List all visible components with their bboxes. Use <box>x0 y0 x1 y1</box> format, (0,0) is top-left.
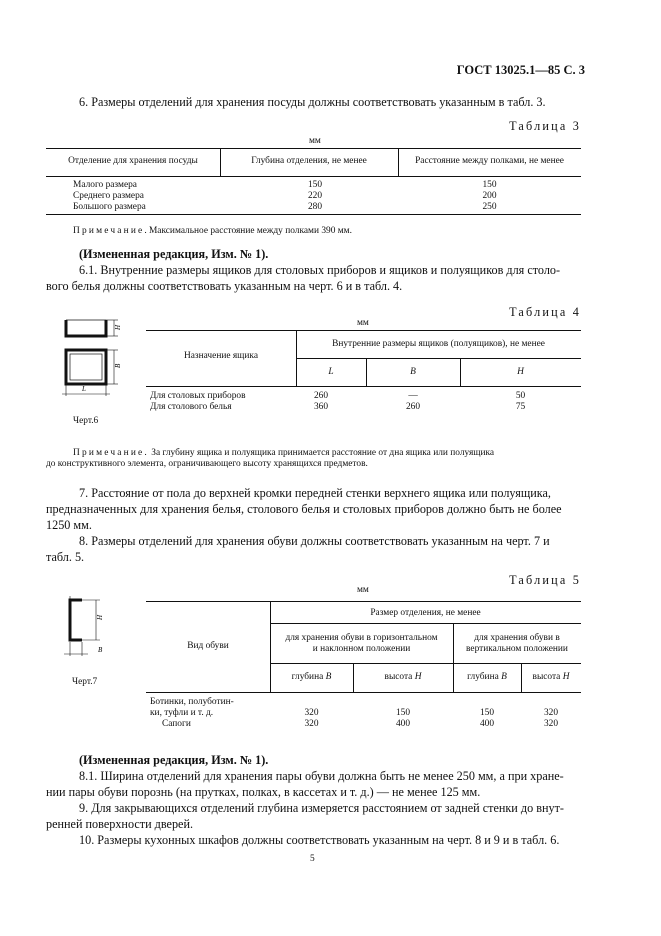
paragraph-6-1-line-2: вого белья должны соответствовать указанным на черт. 6 и в табл. 4. <box>46 279 403 293</box>
paragraph-6-1-line-1: 6.1. Внутренние размеры ящиков для столовых приборов и ящиков и полуящиков для столо- <box>79 263 561 277</box>
table-4-note-text-1: За глубину ящика и полуящика принимается расстояние от дна ящика или полуящика <box>151 448 495 458</box>
table-3-top-rule <box>46 148 581 149</box>
table-5-header-shoe-type: Вид обуви <box>187 641 229 651</box>
table-5-row-1-v3: 150 <box>479 708 495 718</box>
table-5-sub-vertical-2: вертикальном положении <box>466 644 568 654</box>
page-number: 5 <box>310 854 315 864</box>
table-3-row-2-name: Среднего размера <box>73 191 144 201</box>
table-5-sub-horizontal-2: и наклонном положении <box>312 644 411 654</box>
table-3-row-2-distance: 200 <box>482 191 497 201</box>
fig-7-height-label: H <box>96 614 104 620</box>
table-5-sub-horizontal-1: для хранения обуви в горизонтальном <box>285 633 438 643</box>
h-symbol: H <box>414 672 422 682</box>
table-3-header-1: Отделение для хранения посуды <box>68 156 198 166</box>
height-label: высота <box>384 672 413 682</box>
table-4-unit: мм <box>357 318 369 328</box>
table-4-note-line-2: до конструктивного элемента, ограничивающего высоту хранящихся предметов. <box>46 459 368 469</box>
table-3-row-3-distance: 250 <box>482 202 497 212</box>
table-4-note-line-1 <box>73 448 494 459</box>
fig-7-depth-label: B <box>98 646 103 654</box>
table-5-row-2-v1: 320 <box>304 719 319 729</box>
amendment-note-2: (Измененная редакция, Изм. № 1). <box>79 753 269 767</box>
paragraph-8-1-line-1: 8.1. Ширина отделений для хранения пары обуви должна быть не менее 250 мм, а при хране- <box>79 769 564 783</box>
amendment-note-1: (Измененная редакция, Изм. № 1). <box>79 247 269 261</box>
table-5-header-rule <box>146 692 581 693</box>
table-5-row-2-v4: 320 <box>543 719 559 729</box>
figure-6-caption: Черт.6 <box>73 416 99 426</box>
table-3-header-rule <box>46 176 581 177</box>
table-4-header-h: H <box>517 367 524 377</box>
shoe-compartment-drawing-fig-7 <box>56 594 136 674</box>
table-3-bottom-rule <box>46 214 581 215</box>
table-4-header-group: Внутренние размеры ящиков (полуящиков), не менее <box>332 339 545 349</box>
table-4-row-1-l: 260 <box>313 391 329 401</box>
table-5-col-height-1 <box>353 672 453 683</box>
paragraph-9-line-2: ренней поверхности дверей. <box>46 817 194 831</box>
paragraph-8-line-1: 8. Размеры отделений для хранения обуви должны соответствовать указанным на черт. 7 и <box>79 534 550 548</box>
table-5-row-1-v4: 320 <box>543 708 559 718</box>
table-3-caption: Таблица 3 <box>509 119 581 133</box>
paragraph-7-line-2: предназначенных для хранения белья, столового белья и столовых приборов должно быть не более <box>46 502 562 516</box>
table-3-row-1-depth: 150 <box>307 180 323 190</box>
fig-6-length-label: L <box>82 385 86 393</box>
table-4-row-1-b: — <box>408 391 418 401</box>
paragraph-7-line-1: 7. Расстояние от пола до верхней кромки передней стенки верхнего ящика или полуящика, <box>79 486 551 500</box>
figure-7-caption: Черт.7 <box>72 677 98 687</box>
table-4-row-1-h: 50 <box>515 391 526 401</box>
table-4-caption: Таблица 4 <box>509 305 581 319</box>
drawer-drawing-fig-6 <box>44 312 134 412</box>
table-5-sub-rule <box>270 663 581 664</box>
table-5-col-depth-1 <box>270 672 353 683</box>
table-3-note-text: Максимальное расстояние между полками 390 мм. <box>148 226 352 236</box>
table-5-row-2-v2: 400 <box>395 719 411 729</box>
paragraph-7-line-3: 1250 мм. <box>46 518 92 532</box>
table-3-note-label: Примечание. <box>73 226 149 236</box>
paragraph-8-line-2: табл. 5. <box>46 550 85 564</box>
depth-label: глубина <box>291 672 324 682</box>
table-4-note-label: Примечание. <box>73 448 149 458</box>
table-4-row-2-b: 260 <box>405 402 421 412</box>
table-5-caption: Таблица 5 <box>509 573 581 587</box>
table-5-col-depth-2 <box>453 672 521 683</box>
table-3-row-3-name: Большого размера <box>73 202 146 212</box>
paragraph-6: 6. Размеры отделений для хранения посуды должны соответствовать указанным в табл. 3. <box>79 95 546 109</box>
table-4-row-2-l: 360 <box>313 402 329 412</box>
table-4-row-2-purpose: Для столового белья <box>150 402 232 412</box>
depth-label: глубина <box>467 672 499 682</box>
height-label: высота <box>532 672 561 682</box>
b-symbol: B <box>325 672 332 682</box>
table-5-row-1-name-1: Ботинки, полуботин- <box>150 697 234 707</box>
table-5-group-rule <box>270 623 581 624</box>
table-4-group-rule <box>296 358 581 359</box>
table-4-row-2-h: 75 <box>515 402 526 412</box>
table-5-row-1-v1: 320 <box>304 708 319 718</box>
table-5-row-1-v2: 150 <box>395 708 411 718</box>
table-3-row-3-depth: 280 <box>307 202 323 212</box>
table-3-header-3: Расстояние между полками, не менее <box>415 156 564 166</box>
table-4-header-l: L <box>328 367 334 377</box>
table-5-col-height-2 <box>521 672 581 683</box>
table-5-sub-vertical-1: для хранения обуви в <box>474 633 560 643</box>
table-4-header-rule <box>146 386 581 387</box>
table-4-top-rule <box>146 330 581 331</box>
table-3-unit: мм <box>309 136 321 146</box>
fig-6-width-label: B <box>114 363 122 368</box>
table-5-row-1-name-2: ки, туфли и т. д. <box>150 708 214 718</box>
table-5-top-rule <box>146 601 581 602</box>
table-3-header-2: Глубина отделения, не менее <box>251 156 367 166</box>
page-header: ГОСТ 13025.1—85 С. 3 <box>456 63 585 77</box>
b-symbol: B <box>501 672 507 682</box>
table-5-header-group: Размер отделения, не менее <box>370 608 481 618</box>
table-5-row-2-name: Сапоги <box>162 719 191 729</box>
table-4-header-purpose: Назначение ящика <box>184 351 258 361</box>
table-5-unit: мм <box>357 585 369 595</box>
table-4-row-1-purpose: Для столовых приборов <box>150 391 246 401</box>
table-3-row-1-distance: 150 <box>482 180 497 190</box>
paragraph-9-line-1: 9. Для закрывающихся отделений глубина измеряется расстоянием от задней стенки до внут- <box>79 801 564 815</box>
table-3-note <box>73 226 352 237</box>
table-5-row-2-v3: 400 <box>479 719 495 729</box>
fig-6-height-label: H <box>114 324 122 330</box>
table-3-row-2-depth: 220 <box>307 191 323 201</box>
table-4-header-b: B <box>410 367 416 377</box>
paragraph-8-1-line-2: нии пары обуви порознь (на прутках, полках, в кассетах и т. д.) — не менее 125 мм. <box>46 785 481 799</box>
paragraph-10: 10. Размеры кухонных шкафов должны соответствовать указанным на черт. 8 и 9 и в табл. 6. <box>79 833 560 847</box>
h-symbol: H <box>562 672 570 682</box>
table-3-row-1-name: Малого размера <box>73 180 137 190</box>
